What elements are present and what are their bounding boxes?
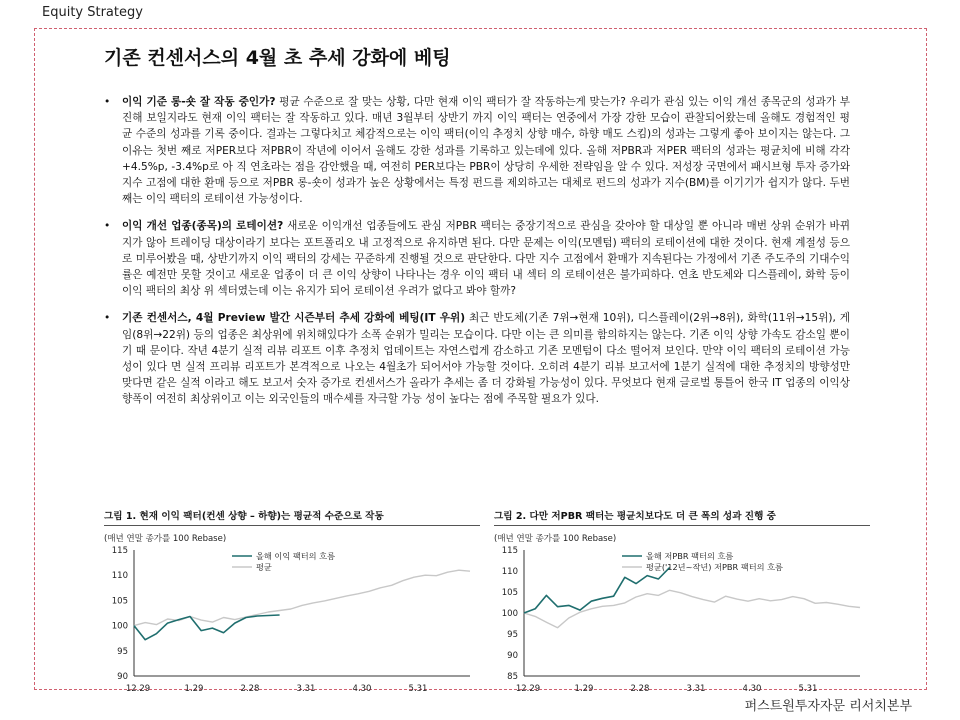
figure-2: [494, 508, 870, 694]
x-tick-label: 5.31: [798, 684, 818, 694]
bullet-lead: 기존 컨센서스, 4월 Preview 발간 시즌부터 추세 강화에 베팅(IT 우위): [122, 312, 466, 325]
footer-label: 퍼스트원투자자문 리서치본부: [744, 699, 912, 714]
bullet-text: 평균 수준으로 잘 맞는 상황, 다만 현재 이익 팩터가 잘 작동하는게 맞는가? 우리가 관심 있는 이익 개선 종목군의 성과가 부진해 보일지라도 현재 이익 팩터는 잘 작동하고 있다. 매년 3월부터 상반기 까지 이익 팩터는 연중에서 가장 강한 모습이 관찰되어왔는데 올해도 경험적인 평 균 수준의 성과를 기록 중이다. 결과는 그렇다치고 체감적으로는 이익 팩터(이익 추정치 상향 매수, 하향 매도 스킴)의 성과는 그렇게 좋아 보이지는 않는다. 그 이유는 첫번 째로 저PER보다 저PBR이 작년에 이어서 올해도 강한 성과를 기록하고 있는데에 있다. 올해 저PBR과 저PER 팩터의 성과는 평균치에 비해 각각 +4.5%p, -3.4%p로 아 직 연초라는 점을 감안했을 때, 여전히 PER보다는 PBR이 상당히 우세한 전략임을 알 수 있다. 저성장 국면에서 패시브형 투자 증가와 지수 고점에 대한 환매 등으로 저PBR 롱-숏이 성과가 높은 상황에서는 특정 펀드를 제외하고는 대체로 펀드의 성과가 지수(BM)를 이기기가 쉽지가 않다. 두번째는 이익 팩터의 로테이션 가능성이다.: [122, 96, 851, 206]
line-chart-1: [104, 544, 476, 696]
bullet-dot-icon: •: [104, 312, 111, 325]
y-tick-label: 90: [117, 672, 128, 682]
x-tick-label: 1.29: [574, 684, 594, 694]
x-tick-label: 3.31: [686, 684, 706, 694]
figure-subtitle: (매년 연말 종가를 100 Rebase): [494, 534, 617, 544]
bullet-list: [104, 94, 850, 408]
bullet-dot-icon: •: [104, 220, 111, 233]
bullet-lead: 이익 기준 롱-숏 잘 작동 중인가?: [122, 96, 276, 108]
x-tick-label: 4.30: [742, 684, 762, 694]
y-tick-label: 115: [111, 546, 128, 556]
bullet-item: [104, 218, 850, 299]
series-line-current: [524, 568, 670, 613]
figure-title: 그림 1. 현재 이익 팩터(컨센 상향 – 하향)는 평균적 수준으로 작동: [104, 508, 480, 526]
figure-1: [104, 508, 480, 694]
y-tick-label: 100: [501, 609, 518, 619]
x-tick-label: 2.28: [630, 684, 650, 694]
x-tick-label: 12.29: [125, 684, 151, 694]
bullet-item: [104, 310, 850, 407]
y-tick-label: 105: [501, 588, 518, 598]
x-tick-label: 12.29: [515, 684, 541, 694]
line-chart-2: [494, 544, 866, 696]
y-tick-label: 100: [111, 621, 128, 632]
series-line-average: [524, 590, 860, 627]
x-tick-label: 1.29: [184, 684, 204, 694]
y-tick-label: 110: [111, 571, 128, 582]
y-tick-label: 95: [117, 646, 128, 657]
x-tick-label: 5.31: [408, 684, 428, 694]
x-tick-label: 4.30: [352, 684, 372, 694]
legend-label: 평균: [256, 562, 272, 572]
legend-label: 올해 이익 팩터의 흐름: [256, 551, 335, 561]
bullet-lead: 이익 개선 업종(종목)의 로테이션?: [122, 220, 284, 233]
bullet-text: 최근 반도체(기존 7위→현재 10위), 디스플레이(2위→8위), 화학(11위→15위), 게 임(8위→22위) 등의 업종은 최상위에 위치해있다가 소폭 순위가 밀리는 모습이다. 다만 이는 큰 의미를 함의하지는 않는다. 기존 이익 상향 가속도 감소일 뿐이기 때 문이다. 작년 4분기 실적 리뷰 리포트 이후 추정치 업데이트는 자연스럽게 감소하고 기존 모멘텀이 다소 떨어져 보인다. 만약 이익 팩터의 로테이션 가능성이 있다 면 실적 프리뷰 리포트가 본격적으로 나오는 4월초가 되어서야 가능할 것이다. 오히려 4분기 리뷰 보고서에 1분기 실적에 대한 추정치의 방향성만 맞다면 같은 실적 이라고 해도 보고서 숫자 증가로 컨센서스가 올라가 추세는 좀 더 강화될 가능성이 있다. 무엇보다 현재 글로벌 통틀어 한국 IT 업종의 이익상향폭이 여전히 최상위이고 이는 외국인들의 매수세를 자극할 가능 성이 높다는 점에 주목할 필요가 있다.: [122, 312, 850, 406]
y-tick-label: 85: [507, 672, 518, 682]
legend-label: 평균('12년~작년) 저PBR 팩터의 흐름: [646, 562, 783, 572]
y-tick-label: 90: [507, 651, 518, 661]
y-tick-label: 110: [501, 567, 518, 577]
section-header: Equity Strategy: [42, 5, 143, 20]
page-title: 기존 컨센서스의 4월 초 추세 강화에 베팅: [104, 47, 451, 69]
x-tick-label: 3.31: [296, 684, 316, 694]
y-tick-label: 115: [501, 546, 518, 556]
legend-label: 올해 저PBR 팩터의 흐름: [646, 551, 734, 561]
y-tick-label: 105: [111, 596, 128, 607]
figure-subtitle: (매년 연말 종가를 100 Rebase): [104, 534, 227, 544]
y-tick-label: 95: [507, 630, 518, 640]
x-tick-label: 2.28: [240, 684, 260, 694]
bullet-item: [104, 94, 850, 207]
series-line-current: [134, 615, 280, 640]
figure-title: 그림 2. 다만 저PBR 팩터는 평균치보다도 더 큰 폭의 성과 진행 중: [494, 508, 870, 526]
bullet-dot-icon: •: [104, 96, 111, 108]
bullet-text: 새로운 이익개선 업종들에도 관심 저PBR 팩터는 중장기적으로 관심을 갖아야 할 대상일 뿐 아니라 매번 상위 순위가 바뀌지가 않아 트레이딩 대상이라기 보다는 포트폴리오 내 고정적으로 유지하면 된다. 다만 문제는 이익(모멘텀) 팩터의 로테이션에 대한 것이다. 현재 계절성 등으로 미루어봤을 때, 상반기까지 이익 팩터의 강세는 꾸준하게 진행될 것으로 판단한다. 다만 지수 고점에서 환매가 지속된다는 가정에서 기존 주도주의 기대수익률은 예전만 못할 것이고 새로운 업종이 더 큰 이익 상향이 나타나는 경우 이익 팩터 내 섹터 의 로테이션은 불가피하다. 연초 반도체와 디스플레이, 화학 등이 이익 팩터의 최상 위 섹터였는데 이는 유지가 되어 로테이션 우려가 없다고 봐야 할까?: [122, 220, 850, 298]
